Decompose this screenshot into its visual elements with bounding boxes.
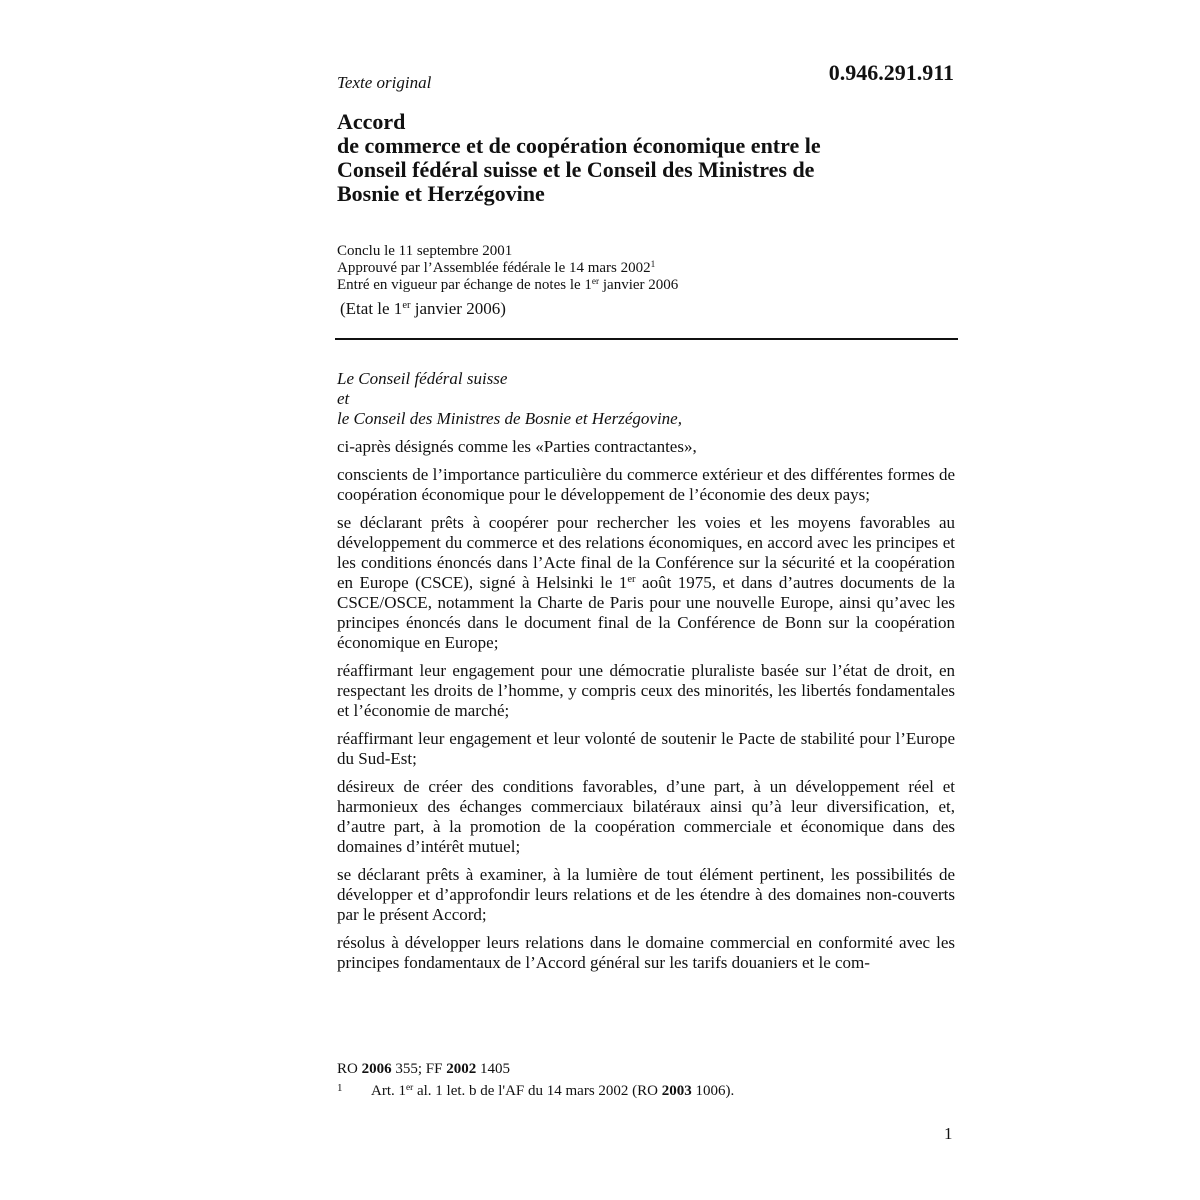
preamble-paragraph: ci-après désignés comme les «Parties contractantes», bbox=[337, 437, 697, 456]
title-line: Conseil fédéral suisse et le Conseil des Ministres de bbox=[337, 157, 815, 182]
preamble-paragraph: réaffirmant leur engagement et leur volonté de soutenir le Pacte de stabilité pour l’Europe du Sud-Est; bbox=[337, 729, 955, 768]
entry-into-force: Entré en vigueur par échange de notes le 1er janvier 2006 bbox=[337, 276, 679, 293]
agreement-title bbox=[337, 110, 955, 206]
preamble-paragraph: conscients de l’importance particulière du commerce extérieur et des différentes formes de coopération économique pour le développement de l’économie des deux pays; bbox=[337, 465, 955, 504]
conjunction: et bbox=[337, 389, 350, 408]
approved-date: Approuvé par l’Assemblée fédérale le 14 mars 2002$^1$ bbox=[337, 259, 656, 276]
title-line: Accord bbox=[337, 109, 406, 134]
preamble-paragraph: se déclarant prêts à coopérer pour rechercher les voies et les moyens favorables au développement du commerce et des relations économiques, en accord avec les principes et les conditions énoncés dans l’Acte final de la Conférence sur la sécurité et la coopération en Europe (CSCE), signé à Helsinki le 1er août 1975, et dans d’autres documents de la CSCE/OSCE, notamment la Charte de Paris pour une nouvelle Europe, ainsi qu’avec les principes énoncés dans le document final de la Conférence de Bonn sur la coopération économique en Europe; bbox=[337, 513, 956, 652]
agreement-dates bbox=[337, 243, 955, 294]
preamble-paragraph: se déclarant prêts à examiner, à la lumière de tout élément pertinent, les possibilités de développer et d’approfondir leurs relations et de les étendre à des domaines non-couverts par le présent Accord; bbox=[337, 865, 955, 924]
party-1: Le Conseil fédéral suisse bbox=[337, 369, 508, 388]
preamble-paragraph: résolus à développer leurs relations dans le domaine commercial en conformité avec les principes fondamentaux de l’Accord général sur les tarifs douaniers et le com- bbox=[337, 933, 955, 972]
concluded-date: Conclu le 11 septembre 2001 bbox=[337, 243, 513, 259]
state-date: (Etat le 1er janvier 2006) bbox=[340, 299, 506, 318]
party-2: le Conseil des Ministres de Bosnie et Herzégovine, bbox=[337, 409, 682, 428]
preamble bbox=[337, 369, 955, 973]
preamble-paragraph: désireux de créer des conditions favorables, d’une part, à un développement réel et harmonieux des échanges commerciaux bilatéraux ainsi qu’à leur diversification, et, d’autre part, à la promotion de la coopération commerciale et économique dans des domaines d’intérêt mutuel; bbox=[337, 777, 955, 856]
header-divider bbox=[335, 338, 958, 340]
footnotes bbox=[337, 1060, 955, 1101]
footnote-1: 1 Art. 1er al. 1 let. b de l'AF du 14 mars 2002 (RO 2003 1006). bbox=[337, 1079, 955, 1101]
page-number: 1 bbox=[944, 1124, 953, 1143]
publication-reference: RO 2006 355; FF 2002 1405 bbox=[337, 1061, 510, 1077]
original-text-label: Texte original bbox=[337, 73, 432, 92]
title-line: de commerce et de coopération économique entre le bbox=[337, 133, 821, 158]
rs-number: 0.946.291.911 bbox=[828, 60, 954, 85]
footnote-mark: 1 bbox=[337, 1082, 343, 1094]
footnote-ref: 1 bbox=[650, 259, 656, 270]
title-line: Bosnie et Herzégovine bbox=[337, 181, 545, 206]
preamble-paragraph: réaffirmant leur engagement pour une démocratie pluraliste basée sur l’état de droit, en respectant les droits de l’homme, y compris ceux des minorités, les libertés fondamentales et l’économie de marché; bbox=[337, 661, 955, 720]
